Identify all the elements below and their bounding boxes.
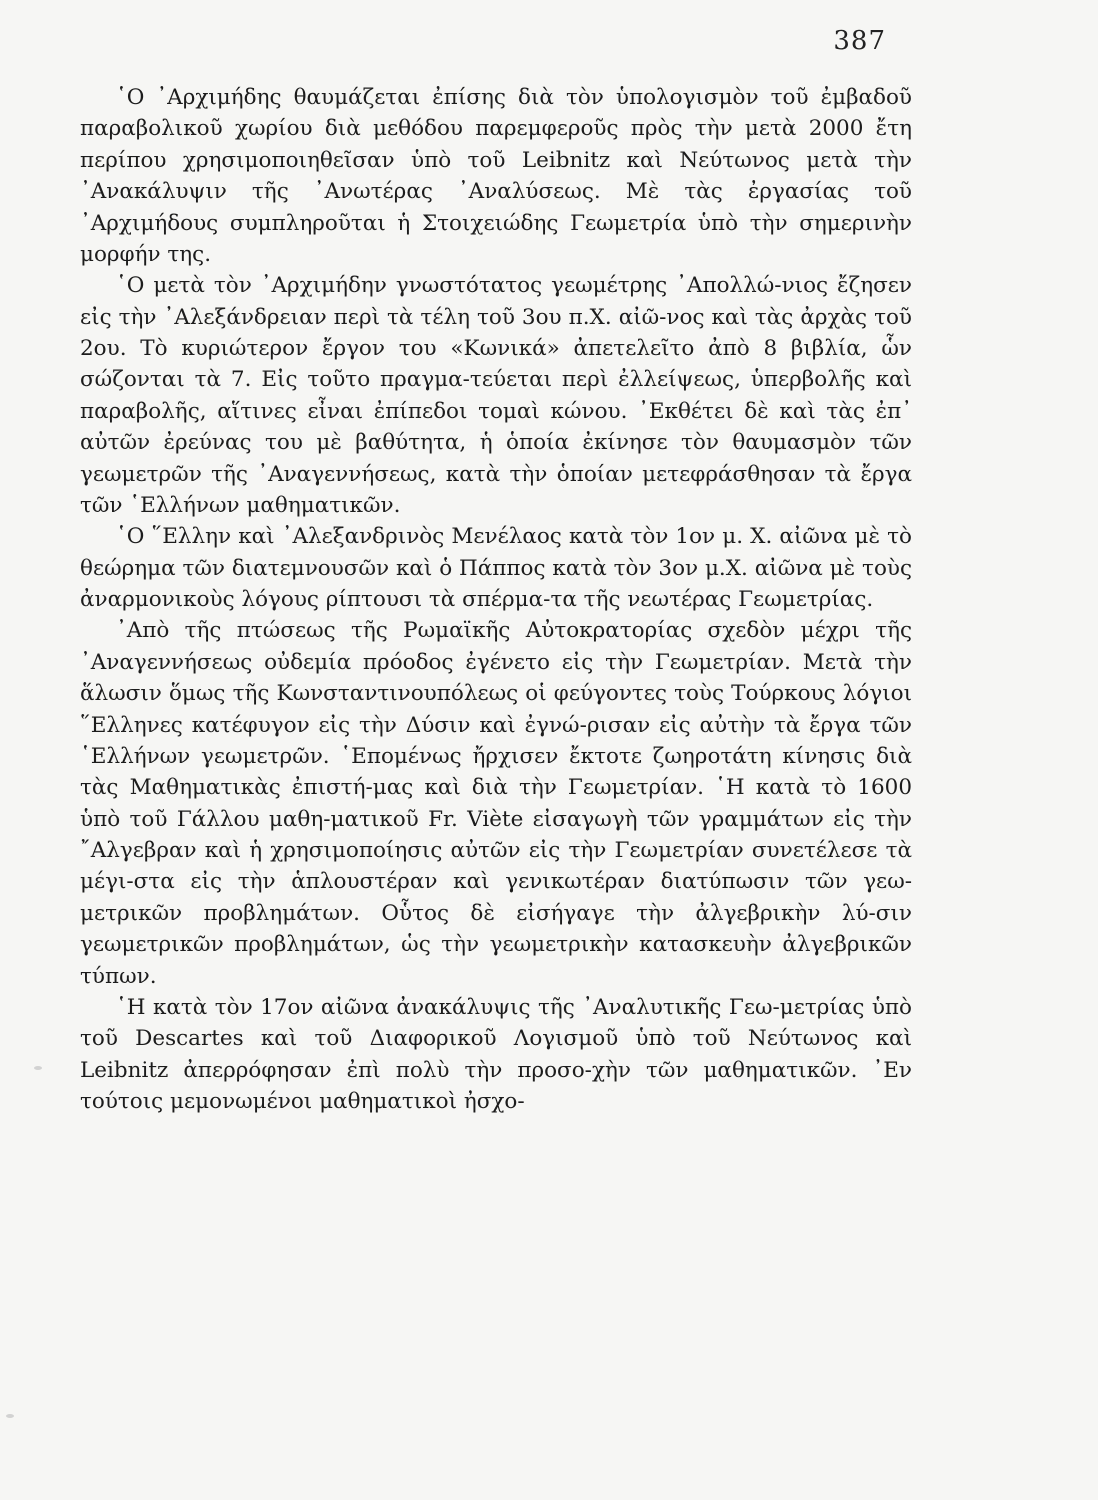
paragraph-menelaus-pappus: ῾Ο ῞Ελλην καὶ ᾿Αλεξανδρινὸς Μενέλαος κατὰ τὸν 1ον μ. Χ. αἰῶνα μὲ τὸ θεώρημα τῶν διατεμνουσῶν καὶ ὁ Πάππος κατὰ τὸν 3ον μ.Χ. αἰῶνα μὲ τοὺς ἀναρμονικοὺς λόγους ρίπτουσι τὰ σπέρμα-τα τῆς νεωτέρας Γεωμετρίας. xyxy=(80,524,912,612)
paragraph-analytic-geometry: ῾Η κατὰ τὸν 17ον αἰῶνα ἀνακάλυψις τῆς ᾿Αναλυτικῆς Γεω-μετρίας ὑπὸ τοῦ Descartes καὶ τοῦ Διαφορικοῦ Λογισμοῦ ὑπὸ τοῦ Νεύτωνος καὶ Leibnitz ἀπερρόφησαν ἐπὶ πολὺ τὴν προσο-χὴν τῶν μαθηματικῶν. ᾿Εν τούτοις μεμονωμένοι μαθηματικοὶ ἠσχο- xyxy=(80,994,912,1114)
paragraph-archimedes: ῾Ο ᾿Αρχιμήδης θαυμάζεται ἐπίσης διὰ τὸν ὑπολογισμὸν τοῦ ἐμβαδοῦ παραβολικοῦ χωρίου διὰ μεθόδου παρεμφεροῦς πρὸς τὴν μετὰ 2000 ἔτη περίπου χρησιμοποιηθεῖσαν ὑπὸ τοῦ Leibnitz καὶ Νεύτωνος μετὰ τὴν ᾿Ανακάλυψιν τῆς ᾿Ανωτέρας ᾿Αναλύσεως. Μὲ τὰς ἐργασίας τοῦ ᾿Αρχιμήδους συμπληροῦται ἡ Στοιχειώδης Γεωμετρία ὑπὸ τὴν σημερινὴν μορφήν της. xyxy=(80,85,912,267)
paragraph-apollonius: ῾Ο μετὰ τὸν ᾿Αρχιμήδην γνωστότατος γεωμέτρης ᾿Απολλώ-νιος ἔζησεν εἰς τὴν ᾿Αλεξάνδρειαν περὶ τὰ τέλη τοῦ 3ου π.Χ. αἰῶ-νος καὶ τὰς ἀρχὰς τοῦ 2ου. Τὸ κυριώτερον ἔργον του «Κωνικά» ἀπετελεῖτο ἀπὸ 8 βιβλία, ὧν σώζονται τὰ 7. Εἰς τοῦτο πραγμα-τεύεται περὶ ἐλλείψεως, ὑπερβολῆς καὶ παραβολῆς, αἵτινες εἶναι ἐπίπεδοι τομαὶ κώνου. ᾿Εκθέτει δὲ καὶ τὰς ἐπ᾿ αὐτῶν ἐρεύνας του μὲ βαθύτητα, ἡ ὁποία ἐκίνησε τὸν θαυμασμὸν τῶν γεωμετρῶν τῆς ᾿Αναγεννήσεως, κατὰ τὴν ὁποίαν μετεφράσθησαν τὰ ἔργα τῶν ῾Ελλήνων μαθηματικῶν. xyxy=(80,273,912,518)
scan-speck xyxy=(34,1066,42,1070)
scan-speck xyxy=(6,1414,14,1418)
paragraph-renaissance: ᾿Απὸ τῆς πτώσεως τῆς Ρωμαϊκῆς Αὐτοκρατορίας σχεδὸν μέχρι τῆς ᾿Αναγεννήσεως οὐδεμία πρόοδος ἐγένετο εἰς τὴν Γεωμετρίαν. Μετὰ τὴν ἅλωσιν ὅμως τῆς Κωνσταντινουπόλεως οἱ φεύγοντες τοὺς Τούρκους λόγιοι ῞Ελληνες κατέφυγον εἰς τὴν Δύσιν καὶ ἐγνώ-ρισαν εἰς αὐτὴν τὰ ἔργα τῶν ῾Ελλήνων γεωμετρῶν. ῾Επομένως ἤρχισεν ἔκτοτε ζωηροτάτη κίνησις διὰ τὰς Μαθηματικὰς ἐπιστή-μας καὶ διὰ τὴν Γεωμετρίαν. ῾Η κατὰ τὸ 1600 ὑπὸ τοῦ Γάλλου μαθη-ματικοῦ Fr. Viète εἰσαγωγὴ τῶν γραμμάτων εἰς τὴν ῎Αλγεβραν καὶ ἡ χρησιμοποίησις αὐτῶν εἰς τὴν Γεωμετρίαν συνετέλεσε τὰ μέγι-στα εἰς τὴν ἁπλουστέραν καὶ γενικωτέραν διατύπωσιν τῶν γεω-μετρικῶν προβλημάτων. Οὗτος δὲ εἰσήγαγε τὴν ἀλγεβρικὴν λύ-σιν γεωμετρικῶν προβλημάτων, ὡς τὴν γεωμετρικὴν κατασκευὴν ἀλγεβρικῶν τύπων. xyxy=(80,618,912,989)
page-number: 387 xyxy=(833,26,886,56)
body-text xyxy=(80,82,912,1117)
